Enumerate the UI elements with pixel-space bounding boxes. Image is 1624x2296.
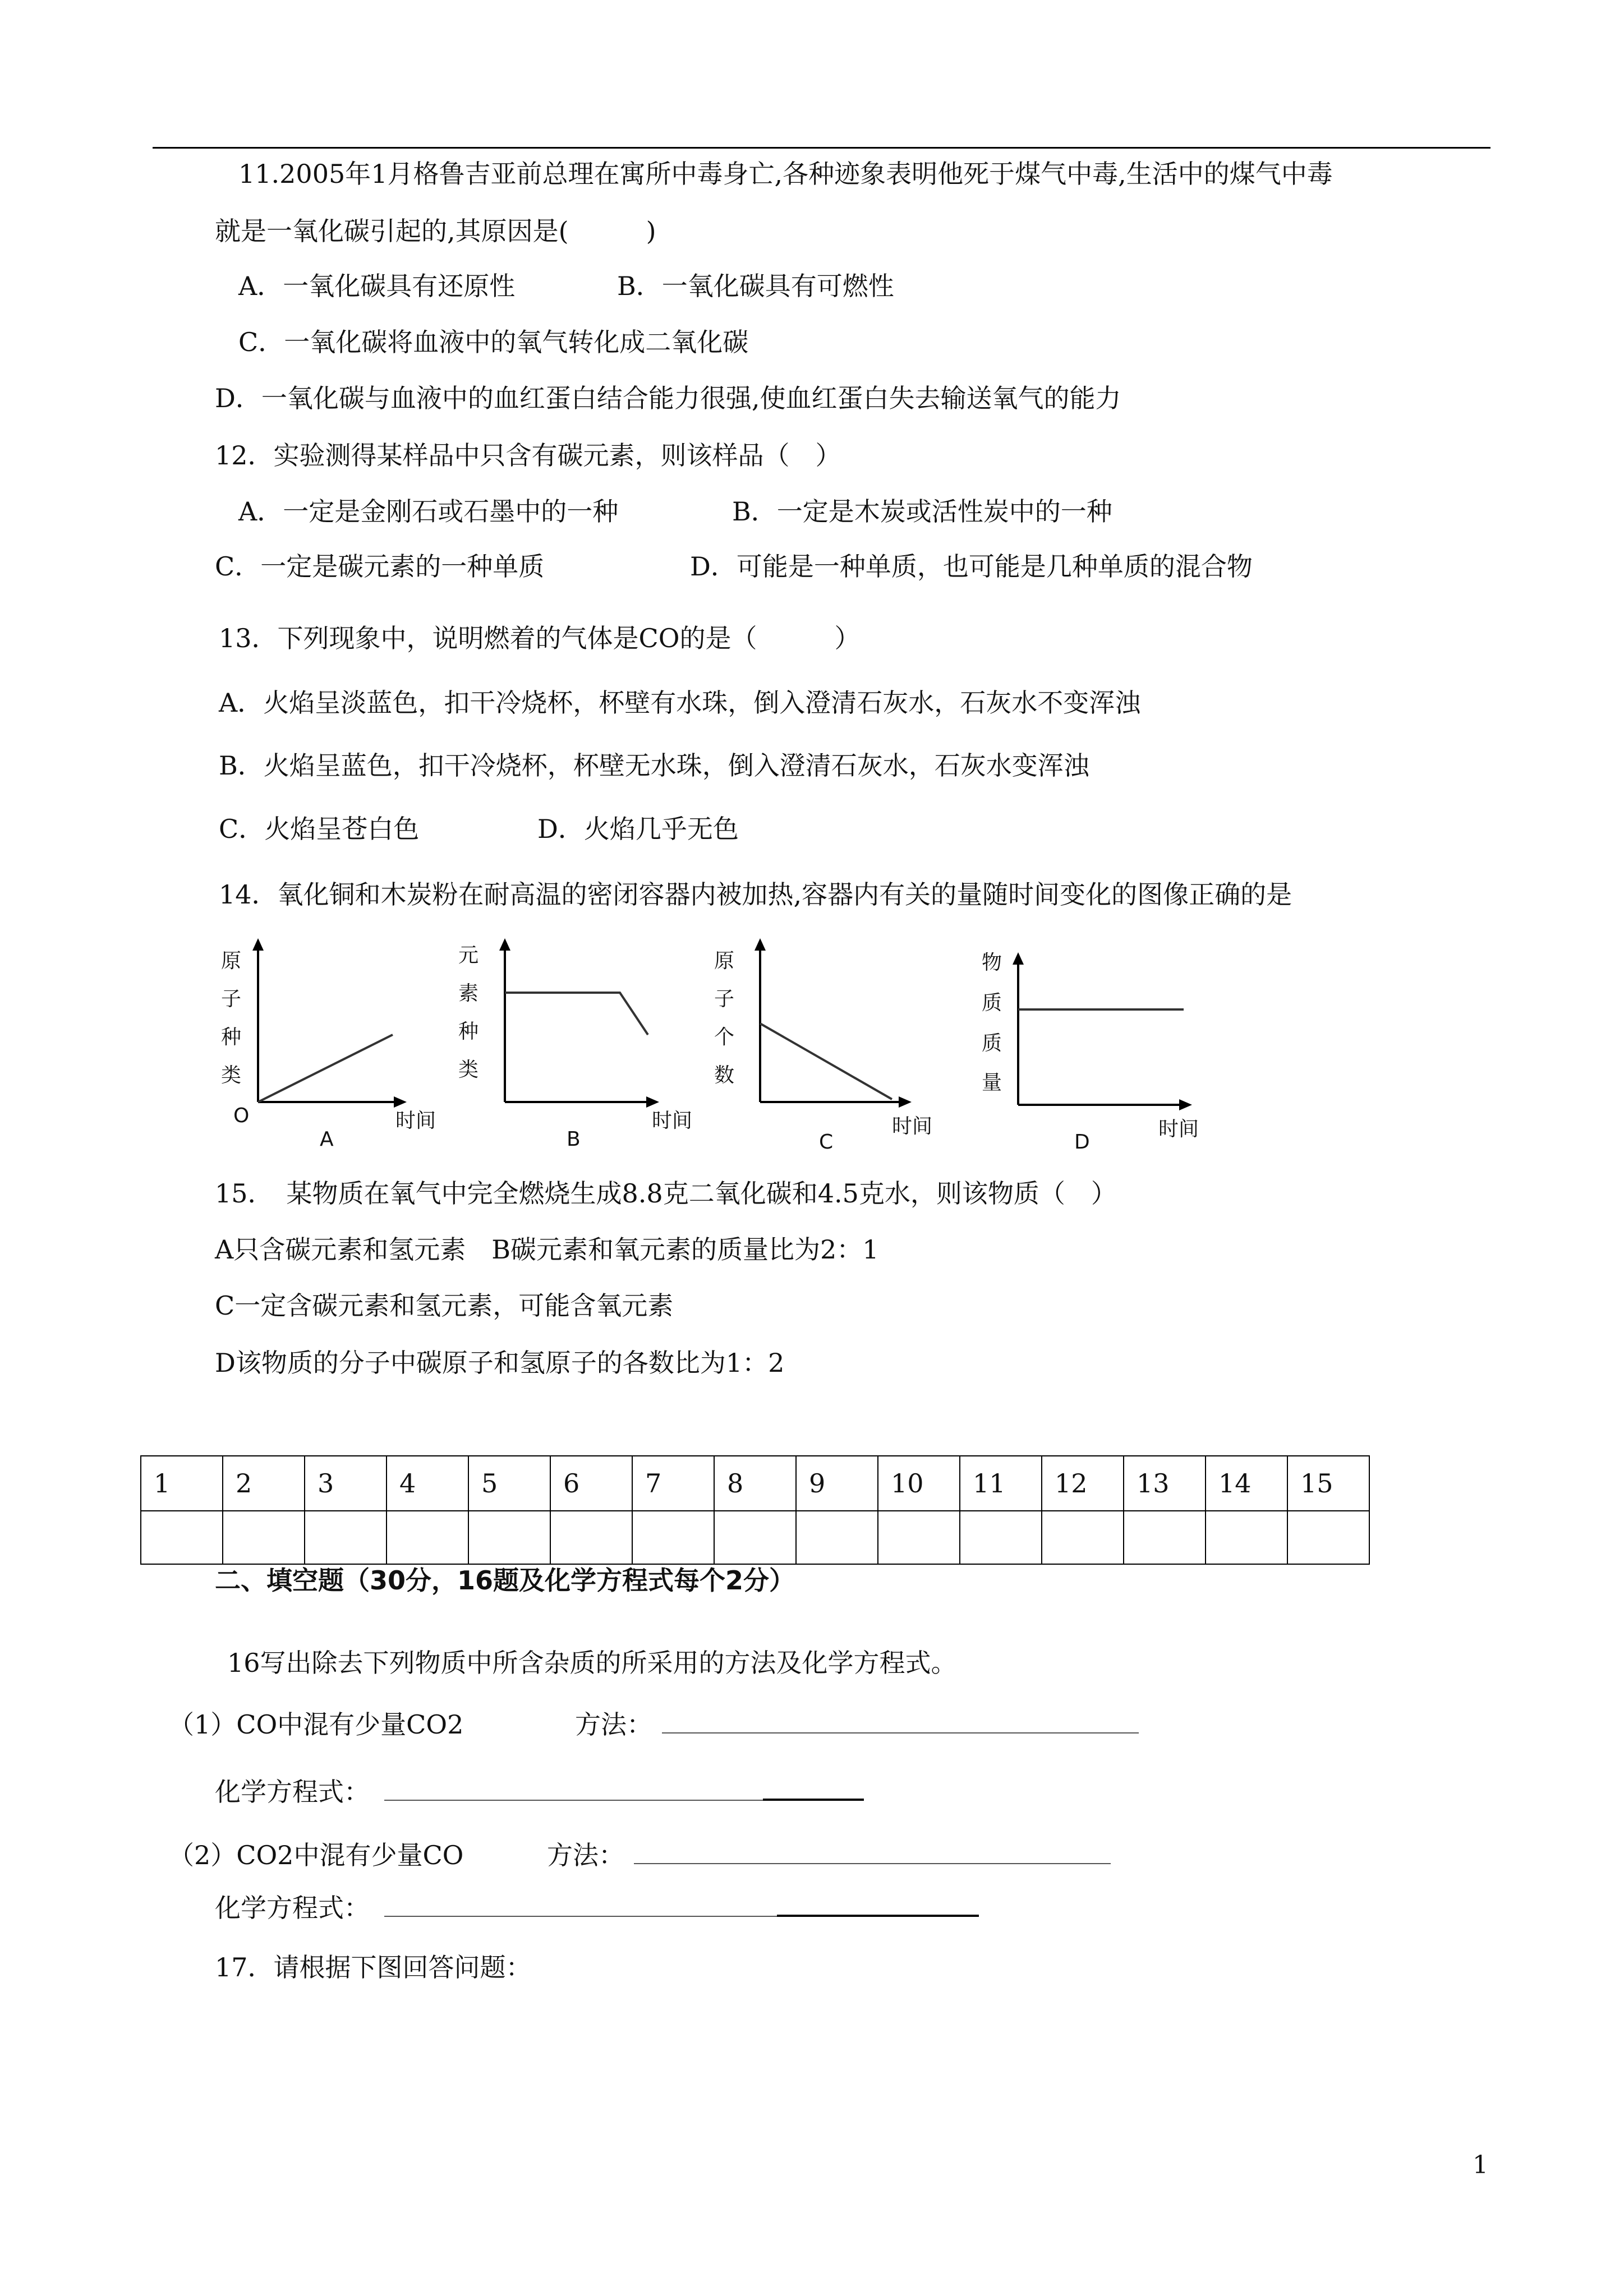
- answer-cell[interactable]: [714, 1511, 796, 1564]
- answer-cell[interactable]: [1287, 1511, 1369, 1564]
- page-number: 1: [1473, 2151, 1488, 2179]
- q16-part2-equation-label: 化学方程式：: [215, 1893, 370, 1923]
- q17-stem: 17．请根据下图回答问题：: [215, 1952, 532, 1983]
- answer-cell[interactable]: [960, 1511, 1042, 1564]
- q16-part1-equation-label: 化学方程式：: [215, 1777, 370, 1807]
- answer-cell[interactable]: [1042, 1511, 1124, 1564]
- answer-grid-header-row: [141, 1456, 1369, 1511]
- section-2-title: 二、填空题（30分，16题及化学方程式每个2分）: [215, 1565, 795, 1596]
- answer-cell[interactable]: [878, 1511, 960, 1564]
- answer-cell[interactable]: [223, 1511, 305, 1564]
- answer-grid-header-cell: 8: [714, 1456, 796, 1511]
- q12-option-b: B．一定是木炭或活性炭中的一种: [732, 496, 1112, 527]
- q12-stem: 12．实验测得某样品中只含有碳元素，则该样品（ ）: [215, 440, 841, 471]
- q11-option-c: C．一氧化碳将血液中的氧气转化成二氧化碳: [238, 327, 749, 357]
- answer-cell[interactable]: [796, 1511, 878, 1564]
- q13-option-c: C．火焰呈苍白色: [219, 814, 420, 844]
- q12-option-c: C．一定是碳元素的一种单质: [215, 551, 545, 582]
- q16-part2-method-label: 方法：: [547, 1840, 624, 1870]
- graph-a-ylabel-2: 子: [221, 988, 242, 1011]
- answer-grid-header-cell: 15: [1287, 1456, 1369, 1511]
- answer-grid-header-cell: 10: [878, 1456, 960, 1511]
- graph-c-ylabel-3: 个: [714, 1026, 735, 1049]
- answer-grid-header-cell: 1: [141, 1456, 223, 1511]
- answer-grid: [140, 1455, 1370, 1565]
- q16-part1-method-label: 方法：: [575, 1709, 652, 1740]
- graph-a-label: A: [320, 1128, 334, 1151]
- q15-option-c: C一定含碳元素和氢元素，可能含氧元素: [215, 1290, 674, 1321]
- q13-option-a: A．火焰呈淡蓝色，扣干冷烧杯，杯壁有水珠，倒入澄清石灰水，石灰水不变浑浊: [219, 688, 1141, 718]
- answer-grid-header-cell: 12: [1042, 1456, 1124, 1511]
- q11-stem-line1: 11.2005年1月格鲁吉亚前总理在寓所中毒身亡,各种迹象表明他死于煤气中毒,生活中的煤气中毒: [238, 159, 1333, 189]
- q14-graph-d: [965, 948, 1223, 1169]
- q16-part1-label: （1）CO中混有少量CO2: [168, 1709, 464, 1740]
- answer-cell[interactable]: [141, 1511, 223, 1564]
- answer-grid-header-cell: 6: [550, 1456, 632, 1511]
- answer-cell[interactable]: [305, 1511, 387, 1564]
- graph-b-ylabel-3: 种: [458, 1020, 479, 1043]
- graph-b-ylabel-1: 元: [458, 944, 479, 967]
- q14-graph-c: [710, 934, 945, 1160]
- graph-b-ylabel-4: 类: [458, 1058, 479, 1081]
- answer-grid-header-cell: 3: [305, 1456, 387, 1511]
- graph-a-ylabel-1: 原: [221, 949, 242, 972]
- answer-cell[interactable]: [1124, 1511, 1206, 1564]
- graph-c-ylabel-2: 子: [714, 988, 735, 1011]
- graph-a-origin: O: [233, 1104, 250, 1127]
- answer-cell[interactable]: [550, 1511, 632, 1564]
- answer-grid-header-cell: 5: [468, 1456, 550, 1511]
- graph-d-label: D: [1074, 1131, 1090, 1154]
- q13-option-b: B．火焰呈蓝色，扣干冷烧杯，杯壁无水珠，倒入澄清石灰水，石灰水变浑浊: [219, 750, 1089, 781]
- graph-a-ylabel-4: 类: [221, 1064, 242, 1087]
- answer-cell[interactable]: [1206, 1511, 1287, 1564]
- q14-graph-b: [452, 934, 698, 1160]
- answer-grid-header-cell: 4: [387, 1456, 468, 1511]
- answer-cell[interactable]: [468, 1511, 550, 1564]
- q16-part1-equation-blank[interactable]: [384, 1775, 864, 1809]
- q16-stem: 16写出除去下列物质中所含杂质的所采用的方法及化学方程式。: [227, 1648, 957, 1678]
- q11-option-b: B．一氧化碳具有可燃性: [617, 271, 894, 301]
- graph-a-ylabel-3: 种: [221, 1026, 242, 1049]
- answer-grid-header-cell: 7: [632, 1456, 714, 1511]
- q15-stem: 15． 某物质在氧气中完全燃烧生成8.8克二氧化碳和4.5克水，则该物质（ ）: [215, 1178, 1117, 1209]
- answer-grid-header-cell: 2: [223, 1456, 305, 1511]
- answer-cell[interactable]: [632, 1511, 714, 1564]
- graph-c-ylabel-1: 原: [714, 949, 735, 972]
- graph-c-xlabel: 时间: [892, 1115, 933, 1138]
- q16-part2-label: （2）CO2中混有少量CO: [168, 1840, 464, 1870]
- header-rule: [153, 147, 1490, 149]
- graph-d-xlabel: 时间: [1158, 1118, 1199, 1141]
- q15-option-ab: A只含碳元素和氢元素 B碳元素和氧元素的质量比为2：1: [215, 1234, 879, 1265]
- q12-option-d: D．可能是一种单质，也可能是几种单质的混合物: [690, 551, 1253, 582]
- graph-a-xlabel: 时间: [395, 1109, 436, 1132]
- answer-grid-header-cell: 11: [960, 1456, 1042, 1511]
- q14-stem: 14．氧化铜和木炭粉在耐高温的密闭容器内被加热,容器内有关的量随时间变化的图像正确的是: [219, 879, 1292, 910]
- answer-grid-header-cell: 13: [1124, 1456, 1206, 1511]
- graph-c-label: C: [819, 1131, 834, 1154]
- q15-option-d: D该物质的分子中碳原子和氢原子的各数比为1：2: [215, 1348, 785, 1378]
- q13-stem: 13．下列现象中，说明燃着的气体是CO的是（ ）: [219, 623, 861, 653]
- graph-c-ylabel-4: 数: [714, 1064, 735, 1087]
- answer-cell[interactable]: [387, 1511, 468, 1564]
- q12-option-a: A．一定是金刚石或石墨中的一种: [238, 496, 619, 527]
- answer-grid-answer-row: [141, 1511, 1369, 1564]
- answer-grid-header-cell: 14: [1206, 1456, 1287, 1511]
- graph-d-ylabel-3: 质: [982, 1032, 1002, 1055]
- graph-b-label: B: [567, 1128, 581, 1151]
- graph-d-ylabel-4: 量: [982, 1071, 1002, 1094]
- q11-option-a: A．一氧化碳具有还原性: [238, 271, 516, 301]
- answer-grid-header-cell: 9: [796, 1456, 878, 1511]
- graph-b-ylabel-2: 素: [458, 982, 479, 1005]
- q16-part1-method-blank[interactable]: [662, 1708, 1139, 1741]
- q13-option-d: D．火焰几乎无色: [537, 814, 739, 844]
- q16-part2-equation-blank[interactable]: [384, 1891, 979, 1925]
- graph-d-ylabel-2: 质: [982, 992, 1002, 1015]
- graph-b-xlabel: 时间: [652, 1109, 693, 1132]
- q11-option-d: D．一氧化碳与血液中的血红蛋白结合能力很强,使血红蛋白失去输送氧气的能力: [215, 383, 1121, 413]
- q11-stem-line2: 就是一氧化碳引起的,其原因是( ): [215, 216, 656, 246]
- q14-graph-a: [213, 934, 460, 1160]
- graph-d-ylabel-1: 物: [982, 951, 1002, 974]
- q16-part2-method-blank[interactable]: [634, 1838, 1111, 1872]
